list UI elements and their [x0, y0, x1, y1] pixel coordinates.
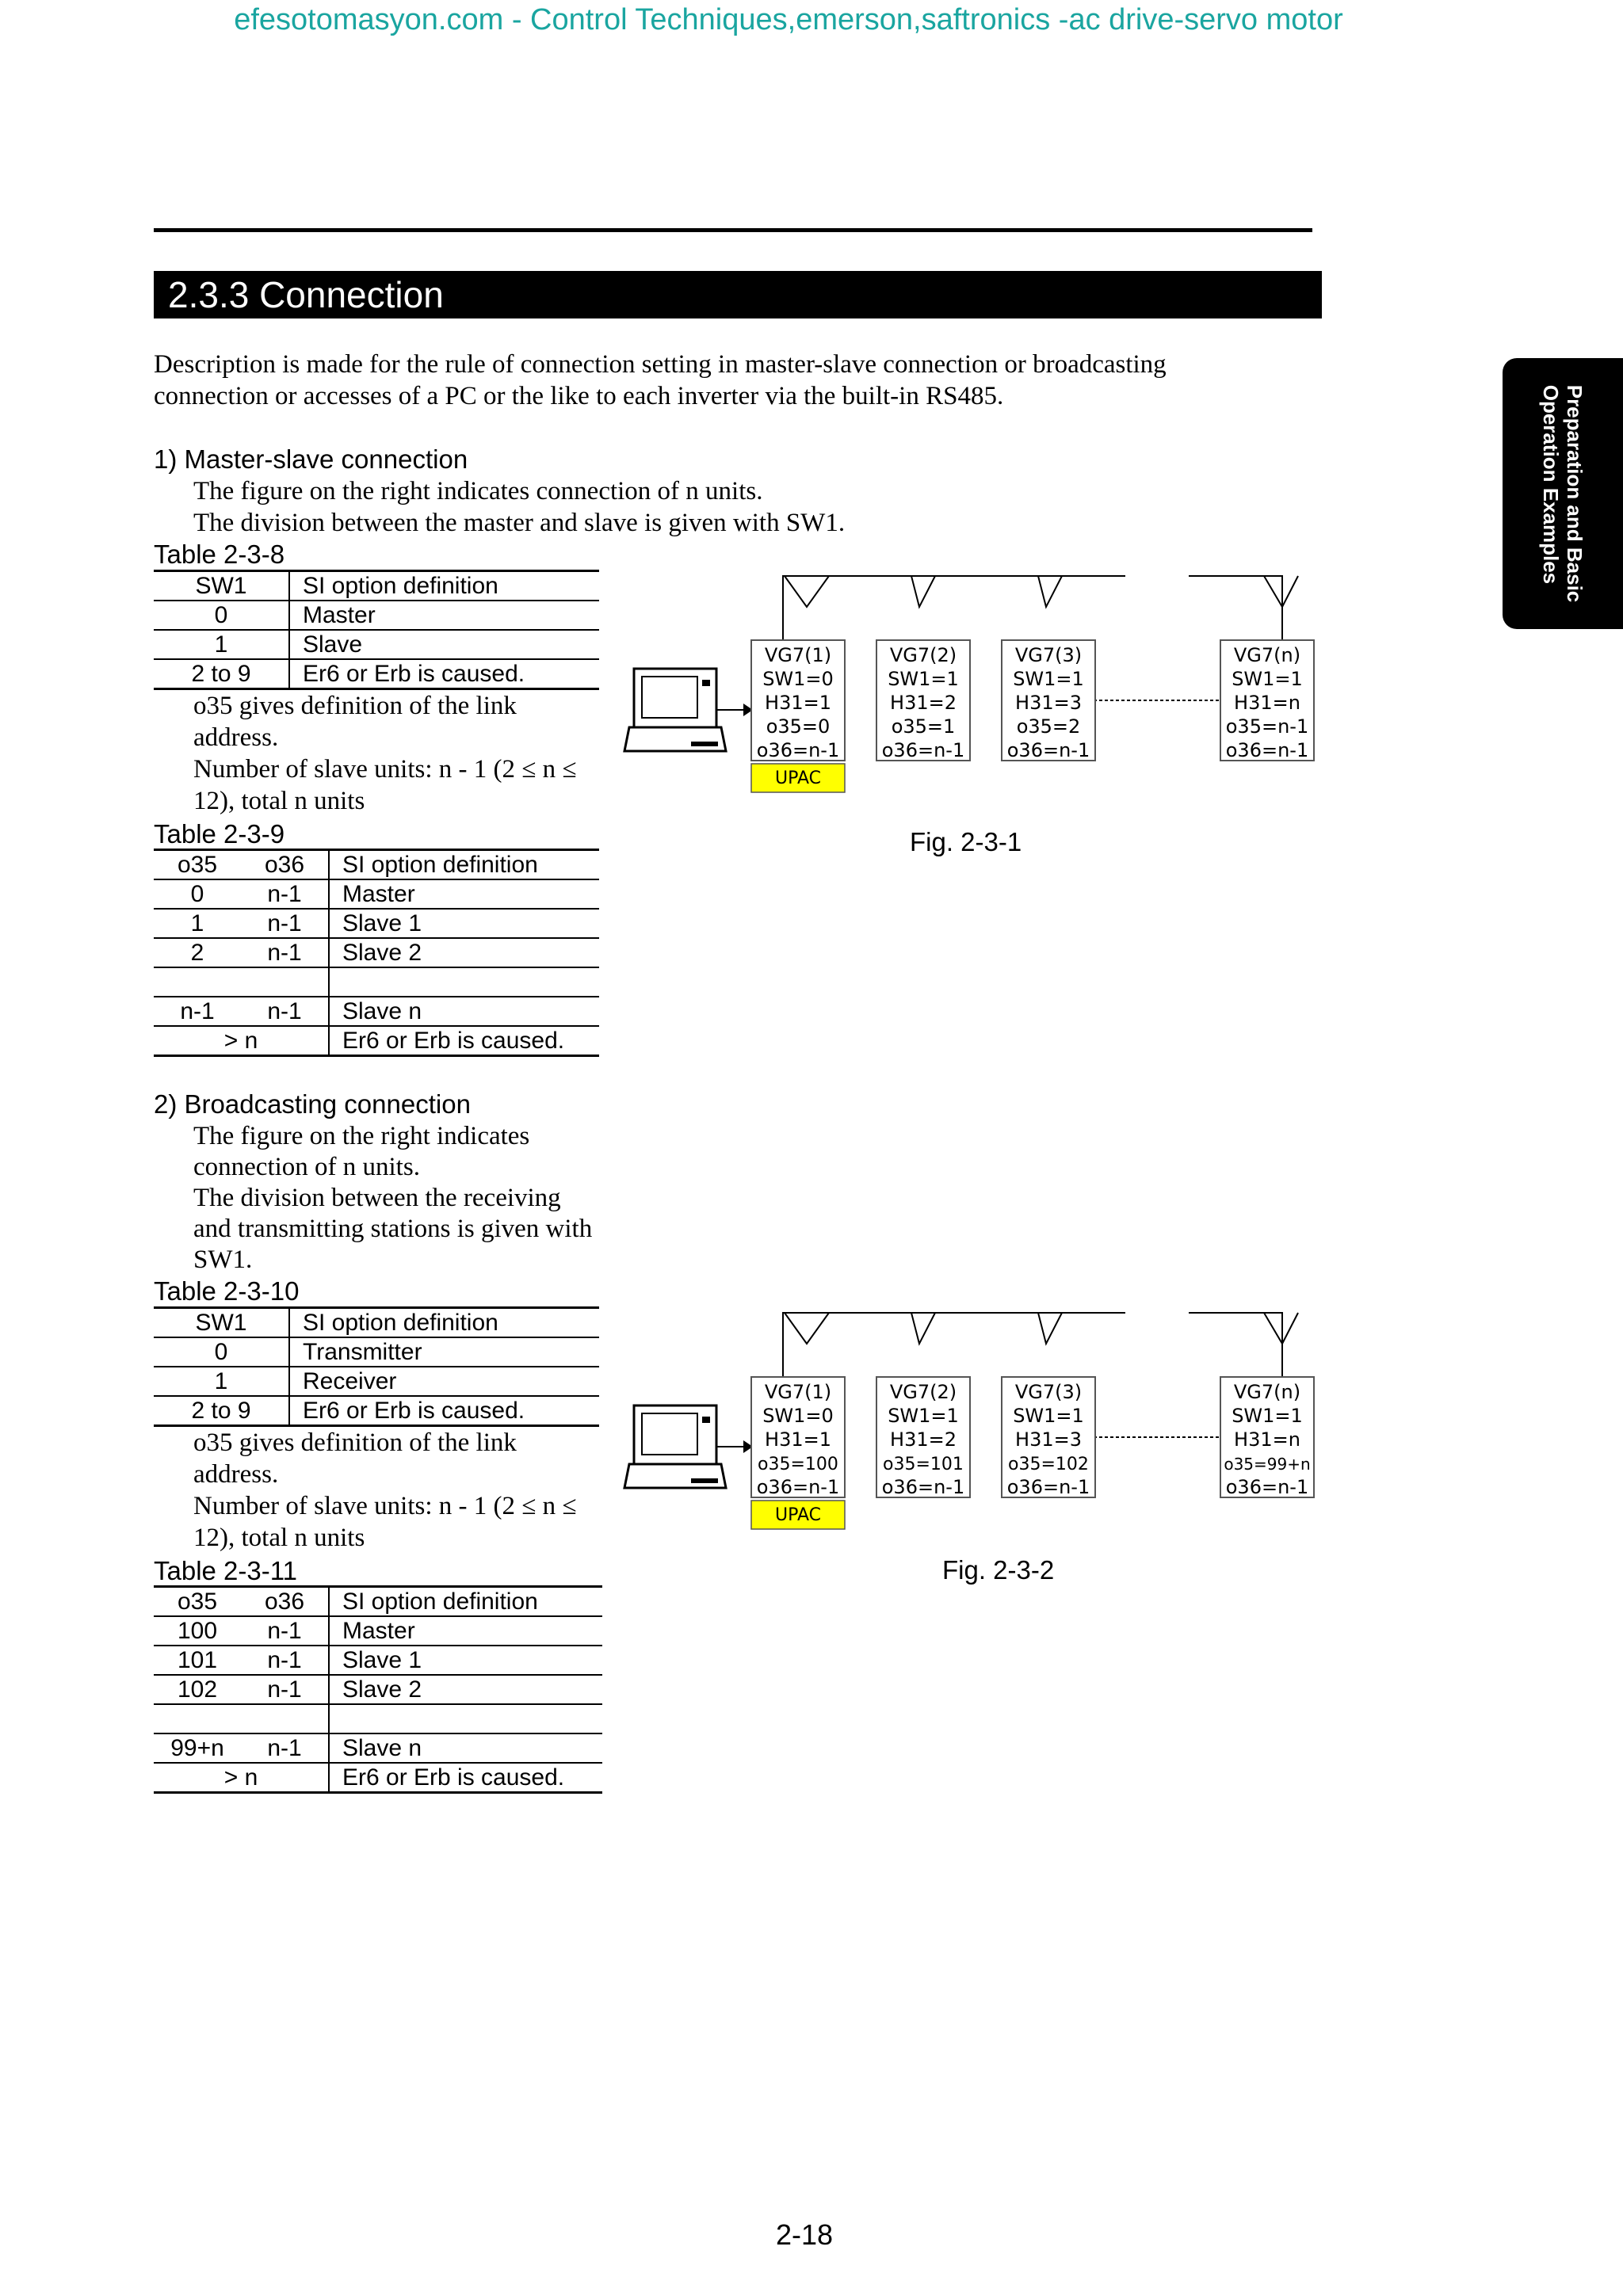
- unit-label: o35=102: [1008, 1455, 1089, 1474]
- table-2-3-8: [154, 570, 599, 690]
- unit-label: SW1=1: [1232, 1405, 1303, 1427]
- table-cell: Er6 or Erb is caused.: [289, 1396, 599, 1426]
- table-row: [154, 967, 599, 997]
- table-cell: Slave 1: [329, 1646, 602, 1675]
- table-row: [154, 630, 599, 659]
- unit-label: SW1=1: [1013, 1405, 1084, 1427]
- table-cell: 101: [154, 1646, 241, 1675]
- table-row: [154, 879, 599, 909]
- table-cell: o36: [241, 1587, 329, 1617]
- section2-note1: o35 gives definition of the link address.: [193, 1428, 517, 1489]
- section2-line1: The figure on the right indicates: [193, 1122, 530, 1150]
- unit-label: o35=1: [891, 715, 956, 738]
- chapter-side-tab-label: [1539, 385, 1587, 603]
- unit-label: H31=3: [1015, 1428, 1082, 1451]
- table-cell: 100: [154, 1616, 241, 1646]
- table-cell: [154, 967, 241, 997]
- table-cell: Transmitter: [289, 1337, 599, 1367]
- table-row: [154, 1026, 599, 1056]
- table-row: [154, 1367, 599, 1396]
- unit-label: o35=n-1: [1225, 715, 1309, 738]
- table-2-3-11: [154, 1585, 602, 1794]
- table-cell: n-1: [241, 879, 329, 909]
- table-cell: Er6 or Erb is caused.: [289, 659, 599, 689]
- table-cell: SI option definition: [329, 850, 599, 880]
- table-cell: n-1: [241, 938, 329, 967]
- fig-2-3-1-caption: Fig. 2-3-1: [910, 827, 1022, 856]
- table-cell: [241, 967, 329, 997]
- table-cell: [329, 1704, 602, 1733]
- table-row: [154, 938, 599, 967]
- section1-title: 1) Master-slave connection: [154, 444, 468, 474]
- fig-2-3-1-diagram: [618, 564, 1331, 818]
- table-cell: 2 to 9: [154, 659, 289, 689]
- table-2-3-10: [154, 1306, 599, 1427]
- table-row: [154, 1587, 602, 1617]
- unit-label: SW1=1: [1013, 668, 1084, 690]
- unit-label: VG7(3): [1014, 1381, 1083, 1403]
- section2-line3: The division between the receiving: [193, 1184, 561, 1212]
- table-cell: n-1: [241, 909, 329, 938]
- unit-label: o36=n-1: [1006, 1476, 1090, 1498]
- table-cell: Slave 2: [329, 938, 599, 967]
- unit-label: VG7(n): [1233, 1381, 1301, 1403]
- table-cell: 102: [154, 1675, 241, 1704]
- unit-label: o35=100: [758, 1455, 838, 1474]
- table-cell: n-1: [241, 1646, 329, 1675]
- section1-note2: Number of slave units: n - 1 (2 ≤ n ≤ 12), total n units: [193, 755, 577, 815]
- table-row: [154, 1704, 602, 1733]
- table-cell: o35: [154, 850, 241, 880]
- unit-label: o36=n-1: [881, 1476, 965, 1498]
- table-cell: Er6 or Erb is caused.: [329, 1026, 599, 1056]
- section1-line1: The figure on the right indicates connection of n units.: [193, 477, 763, 505]
- table-row: [154, 1646, 602, 1675]
- unit-label: SW1=1: [1232, 668, 1303, 690]
- table-cell: 0: [154, 1337, 289, 1367]
- chapter-side-tab[interactable]: [1503, 358, 1623, 629]
- unit-label: VG7(n): [1233, 644, 1301, 666]
- table-cell: 1: [154, 909, 241, 938]
- unit-label: o36=n-1: [1006, 739, 1090, 761]
- fig-2-3-2-diagram: [618, 1301, 1331, 1554]
- unit-1-labels: [757, 644, 839, 761]
- table-cell: 2: [154, 938, 241, 967]
- unit-label: H31=n: [1234, 1428, 1300, 1451]
- table-cell: > n: [154, 1026, 329, 1056]
- table-cell: 99+n: [154, 1733, 241, 1763]
- table-2-3-8-caption: Table 2-3-8: [154, 540, 285, 569]
- unit-label: H31=n: [1234, 692, 1300, 714]
- table-cell: n-1: [241, 1675, 329, 1704]
- unit-label: o36=n-1: [756, 1476, 840, 1498]
- upac-label: UPAC: [775, 769, 821, 788]
- unit-2-labels: [882, 1381, 964, 1498]
- section2-title: 2) Broadcasting connection: [154, 1089, 471, 1119]
- section2-note2: Number of slave units: n - 1 (2 ≤ n ≤ 12), total n units: [193, 1492, 577, 1552]
- unit-label: VG7(1): [764, 644, 832, 666]
- table-row: [154, 997, 599, 1026]
- upac-label: UPAC: [775, 1505, 821, 1525]
- section1-line2: The division between the master and slave is given with SW1.: [193, 509, 846, 537]
- table-cell: Slave 2: [329, 1675, 602, 1704]
- unit-label: H31=1: [765, 1428, 831, 1451]
- section2-line2: connection of n units.: [193, 1153, 420, 1181]
- unit-label: H31=2: [890, 692, 957, 714]
- table-row: [154, 1616, 602, 1646]
- table-cell: [154, 1704, 241, 1733]
- unit-3-labels: [1007, 1381, 1090, 1498]
- table-2-3-9: [154, 849, 599, 1057]
- unit-label: o35=99+n: [1224, 1455, 1311, 1474]
- section2-line5: SW1.: [193, 1245, 253, 1274]
- table-cell: n-1: [241, 997, 329, 1026]
- table-cell: SI option definition: [289, 571, 599, 601]
- table-cell: [241, 1704, 329, 1733]
- table-cell: o35: [154, 1587, 241, 1617]
- unit-label: SW1=0: [762, 668, 834, 690]
- page-number: 2-18: [775, 2218, 834, 2251]
- section-heading: [154, 271, 1322, 318]
- unit-n-labels: [1226, 644, 1308, 761]
- table-cell: SI option definition: [329, 1587, 602, 1617]
- table-cell: Slave n: [329, 1733, 602, 1763]
- table-cell: n-1: [241, 1616, 329, 1646]
- unit-label: SW1=1: [888, 1405, 959, 1427]
- table-cell: Master: [329, 1616, 602, 1646]
- unit-label: H31=1: [765, 692, 831, 714]
- table-row: [154, 1337, 599, 1367]
- table-row: [154, 850, 599, 880]
- unit-label: o35=2: [1016, 715, 1081, 738]
- table-cell: n-1: [241, 1733, 329, 1763]
- table-cell: SI option definition: [289, 1308, 599, 1338]
- unit-label: VG7(3): [1014, 644, 1083, 666]
- table-row: [154, 1763, 602, 1793]
- top-rule: [154, 228, 1312, 232]
- unit-label: VG7(2): [889, 1381, 957, 1403]
- table-row: [154, 1675, 602, 1704]
- table-row: [154, 1733, 602, 1763]
- pc-icon: [624, 1405, 726, 1488]
- upac-badge: [751, 764, 845, 792]
- watermark-header: efesotomasyon.com - Control Techniques,emerson,saftronics -ac drive-servo motor: [234, 3, 1343, 36]
- table-cell: Master: [329, 879, 599, 909]
- unit-label: o36=n-1: [1225, 1476, 1309, 1498]
- table-row: [154, 571, 599, 601]
- table-cell: Receiver: [289, 1367, 599, 1396]
- table-cell: o36: [241, 850, 329, 880]
- table-2-3-9-caption: Table 2-3-9: [154, 819, 285, 849]
- table-2-3-10-caption: Table 2-3-10: [154, 1276, 300, 1306]
- table-cell: Slave n: [329, 997, 599, 1026]
- unit-1-labels: [757, 1381, 839, 1498]
- table-cell: Slave 1: [329, 909, 599, 938]
- table-2-3-11-caption: Table 2-3-11: [154, 1556, 298, 1585]
- unit-2-labels: [882, 644, 964, 761]
- unit-label: o36=n-1: [1225, 739, 1309, 761]
- section1-note1: o35 gives definition of the link address.: [193, 692, 517, 752]
- table-cell: n-1: [154, 997, 241, 1026]
- table-cell: SW1: [154, 1308, 289, 1338]
- table-cell: Master: [289, 601, 599, 630]
- table-row: [154, 601, 599, 630]
- table-cell: > n: [154, 1763, 329, 1793]
- table-cell: Er6 or Erb is caused.: [329, 1763, 602, 1793]
- table-cell: 1: [154, 630, 289, 659]
- unit-label: o35=101: [883, 1455, 964, 1474]
- table-cell: 0: [154, 601, 289, 630]
- unit-3-labels: [1007, 644, 1090, 761]
- table-row: [154, 1308, 599, 1338]
- unit-label: H31=2: [890, 1428, 957, 1451]
- unit-label: VG7(2): [889, 644, 957, 666]
- unit-n-labels: [1224, 1381, 1310, 1498]
- table-cell: 2 to 9: [154, 1396, 289, 1426]
- table-row: [154, 1396, 599, 1426]
- unit-label: SW1=0: [762, 1405, 834, 1427]
- unit-label: o36=n-1: [881, 739, 965, 761]
- unit-label: o36=n-1: [756, 739, 840, 761]
- unit-label: H31=3: [1015, 692, 1082, 714]
- unit-label: VG7(1): [764, 1381, 832, 1403]
- table-cell: 0: [154, 879, 241, 909]
- upac-badge: [751, 1501, 845, 1529]
- unit-label: SW1=1: [888, 668, 959, 690]
- table-cell: SW1: [154, 571, 289, 601]
- section2-line4: and transmitting stations is given with: [193, 1215, 593, 1243]
- pc-icon: [624, 669, 726, 751]
- table-cell: Slave: [289, 630, 599, 659]
- fig-2-3-2-caption: Fig. 2-3-2: [942, 1555, 1055, 1585]
- chapter-side-tab-line1: Preparation and Basic: [1563, 384, 1587, 603]
- chapter-side-tab-line2: Operation Examples: [1539, 384, 1563, 585]
- unit-label: o35=0: [766, 715, 831, 738]
- table-row: [154, 659, 599, 689]
- section-heading-text: 2.3.3 Connection: [168, 274, 444, 315]
- intro-paragraph: Description is made for the rule of connection setting in master-slave connection or broadcasting connection or accesses of a PC or the like to each inverter via the built-in RS485.: [154, 350, 1167, 410]
- table-cell: [329, 967, 599, 997]
- table-cell: 1: [154, 1367, 289, 1396]
- table-row: [154, 909, 599, 938]
